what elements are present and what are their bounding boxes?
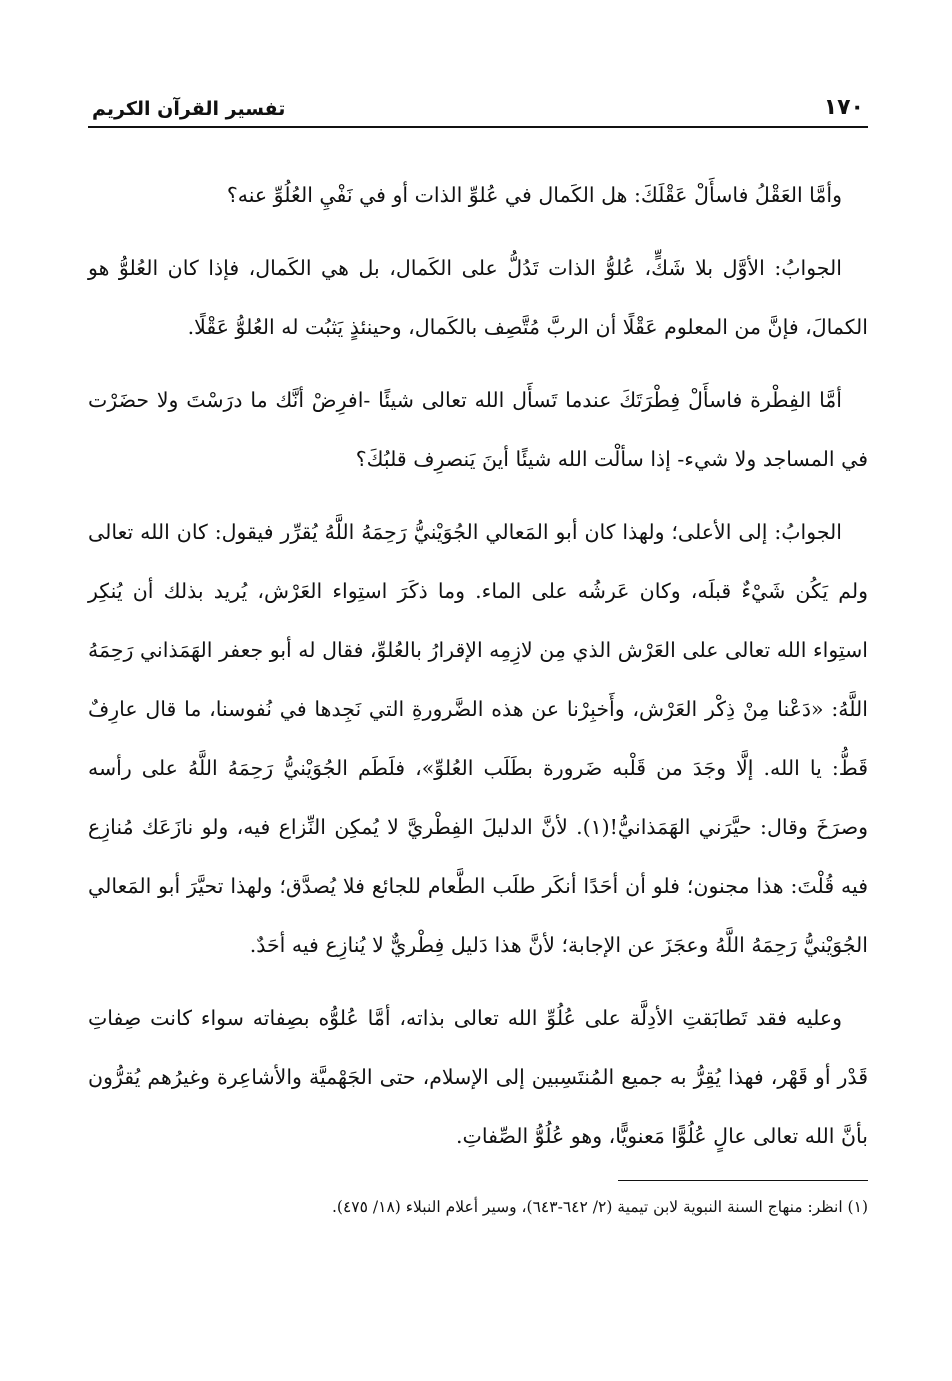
paragraph-conclusion: وعليه فقد تَطابَقتِ الأدِلَّة على عُلُوِّ الله تعالى بذاته، أمَّا عُلوُّه بصِفاته سواء كانت صِفاتِ قَدْر أو قَهْر، فهذا يُقِرُّ به جميع المُنتَسِبين إلى الإسلام، حتى الجَهْميَّة والأشاعِرة وغيرُهم يُقرُّون بأنَّ الله تعالى عالٍ عُلُوًّا مَعنويًّا، وهو عُلُوُّ الصِّفاتِ. — [88, 1006, 868, 1148]
footnote: (١) انظر: منهاج السنة النبوية لابن تيمية (٢/ ٦٤٢-٦٤٣)، وسير أعلام النبلاء (١٨/ ٤٧٥). — [332, 1198, 868, 1216]
page-number: ١٧٠ — [823, 95, 864, 120]
book-title: تفسير القرآن الكريم — [92, 98, 286, 120]
paragraph-fitra: أمَّا الفِطْرة فاسأَلْ فِطْرَتَكَ عندما تَسأَل الله تعالى شيئًا -افرِضْ أنَّك ما درَسْتَ ولا حضَرْت في المساجد ولا شيء- إذا سألْت الله شيئًا أينَ يَنصرِف قلبُكَ؟ — [88, 388, 868, 471]
page — [88, 84, 868, 1221]
running-header — [88, 84, 868, 128]
footnote-divider — [618, 1180, 868, 1181]
paragraph-answer-reason: الجوابُ: الأوَّل بلا شَكٍّ، عُلوُّ الذات تَدُلُّ على الكَمال، بل هي الكَمال، فإذا كان العُلوُّ هو الكمالَ، فإنَّ من المعلوم عَقْلًا أن الربَّ مُتَّصِف بالكَمال، وحينئذٍ يَثبُت له العُلوُّ عَقْلًا. — [88, 256, 868, 339]
paragraph-answer-fitra: الجوابُ: إلى الأعلى؛ ولهذا كان أبو المَعالي الجُوَيْنيُّ رَحِمَهُ اللَّهُ يُقرِّر فيقول: كان الله تعالى ولم يَكُن شَيْءٌ قبلَه، وكان عَرشُه على الماء. وما ذكَرَ استِواء العَرْش، يُريد بذلك أن يُنكِر استِواء الله تعالى على العَرْش الذي مِن لازِمِه الإقرارُ بالعُلوِّ، فقال له أبو جعفر الهَمَذاني رَحِمَهُ اللَّهُ: «دَعْنا مِنْ ذِكْر العَرْش، وأَخبِرْنا عن هذه الضَّرورةِ التي نَجِدها في نُفوسنا، ما قال عارِفٌ قَطُّ: يا الله. إلَّا وجَدَ من قَلْبه ضَرورة بطَلَب العُلوِّ»، فلَطَم الجُوَيْنيُّ رَحِمَهُ اللَّهُ على رأسه وصرَخَ وقال: حيَّرَني الهَمَذانيُّ!(١). لأنَّ الدليلَ الفِطْريَّ لا يُمكِن النِّزاع فيه، ولو نازَعَك مُنازِع فيه قُلْتَ: هذا مجنون؛ فلو أن أحَدًا أنكَر طلَب الطَّعام للجائع فلا يُصدَّق؛ ولهذا تحيَّرَ أبو المَعالي الجُوَيْنيُّ رَحِمَهُ اللَّهُ وعجَزَ عن الإجابة؛ لأنَّ هذا دَليل فِطْريٌّ لا يُنازِع فيه أحَدٌ. — [88, 520, 868, 957]
body-text — [88, 166, 868, 1166]
paragraph-reason: وأمَّا العَقْلُ فاسأَلْ عَقْلَكَ: هل الكَمال في عُلوِّ الذات أو في نَفْيِ العُلُوِّ عنه؟ — [226, 183, 842, 207]
